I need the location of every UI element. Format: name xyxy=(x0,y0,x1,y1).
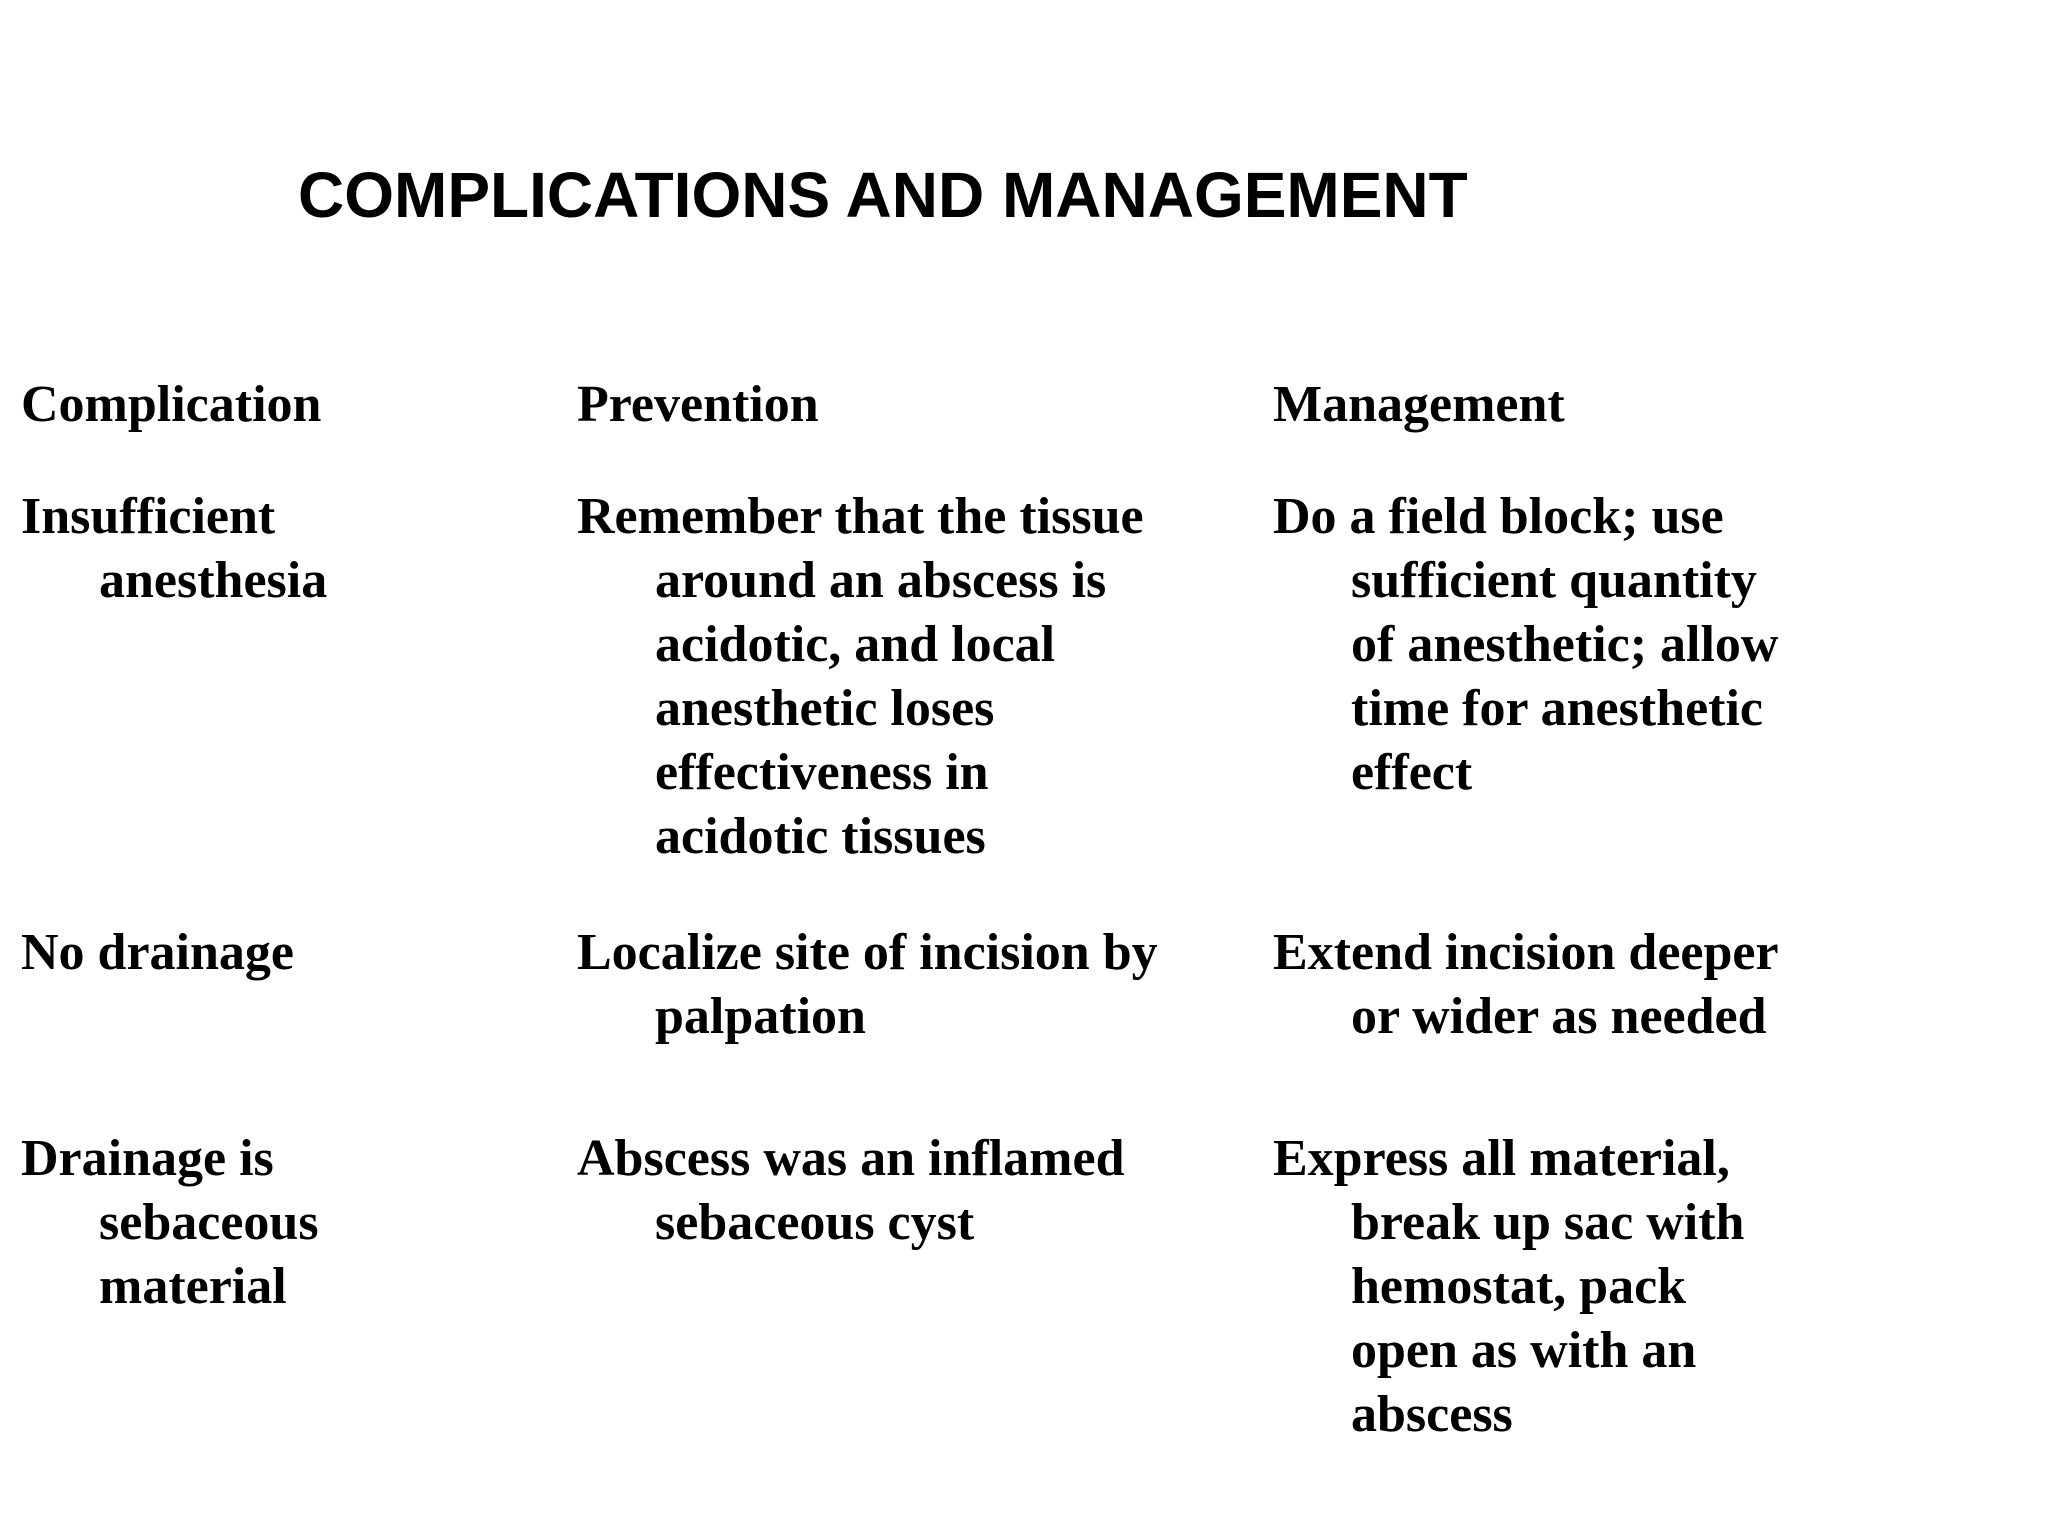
row-1-prevention xyxy=(577,485,1144,869)
text-line: or wider as needed xyxy=(1351,988,1767,1045)
text-line: palpation xyxy=(655,988,866,1045)
column-header-management: Management xyxy=(1273,376,1565,433)
text-line: effectiveness in xyxy=(655,744,989,801)
text-line: sebaceous xyxy=(99,1194,319,1251)
row-2-prevention xyxy=(577,921,1158,1049)
column-header-prevention: Prevention xyxy=(577,376,819,433)
text-line: material xyxy=(99,1258,287,1315)
text-line: anesthesia xyxy=(99,552,328,609)
text-line: hemostat, pack xyxy=(1351,1258,1687,1315)
text-line: Remember that the tissue xyxy=(577,488,1144,545)
row-1-management xyxy=(1273,485,1778,805)
row-2-management xyxy=(1273,921,1779,1049)
row-3-management xyxy=(1273,1127,1744,1447)
row-1-complication xyxy=(21,485,327,613)
text-line: anesthetic loses xyxy=(655,680,995,737)
text-line: No drainage xyxy=(21,924,294,981)
text-line: Express all material, xyxy=(1273,1130,1730,1187)
text-line: abscess xyxy=(1351,1386,1513,1443)
text-line: time for anesthetic xyxy=(1351,680,1764,737)
text-line: Do a field block; use xyxy=(1273,488,1724,545)
text-line: Extend incision deeper xyxy=(1273,924,1779,981)
column-header-complication: Complication xyxy=(21,376,322,433)
text-line: of anesthetic; allow xyxy=(1351,616,1779,673)
text-line: break up sac with xyxy=(1351,1194,1745,1251)
text-line: around an abscess is xyxy=(655,552,1107,609)
text-line: sebaceous cyst xyxy=(655,1194,975,1251)
row-2-complication xyxy=(21,921,294,985)
text-line: effect xyxy=(1351,744,1473,801)
text-line: Insufficient xyxy=(21,488,276,545)
text-line: open as with an xyxy=(1351,1322,1697,1379)
row-3-complication xyxy=(21,1127,319,1319)
row-3-prevention xyxy=(577,1127,1125,1255)
text-line: acidotic tissues xyxy=(655,808,986,865)
text-line: Drainage is xyxy=(21,1130,274,1187)
text-line: Abscess was an inflamed xyxy=(577,1130,1125,1187)
text-line: Localize site of incision by xyxy=(577,924,1158,981)
text-line: sufficient quantity xyxy=(1351,552,1757,609)
slide-title: COMPLICATIONS AND MANAGEMENT xyxy=(298,159,1468,231)
text-line: acidotic, and local xyxy=(655,616,1056,673)
